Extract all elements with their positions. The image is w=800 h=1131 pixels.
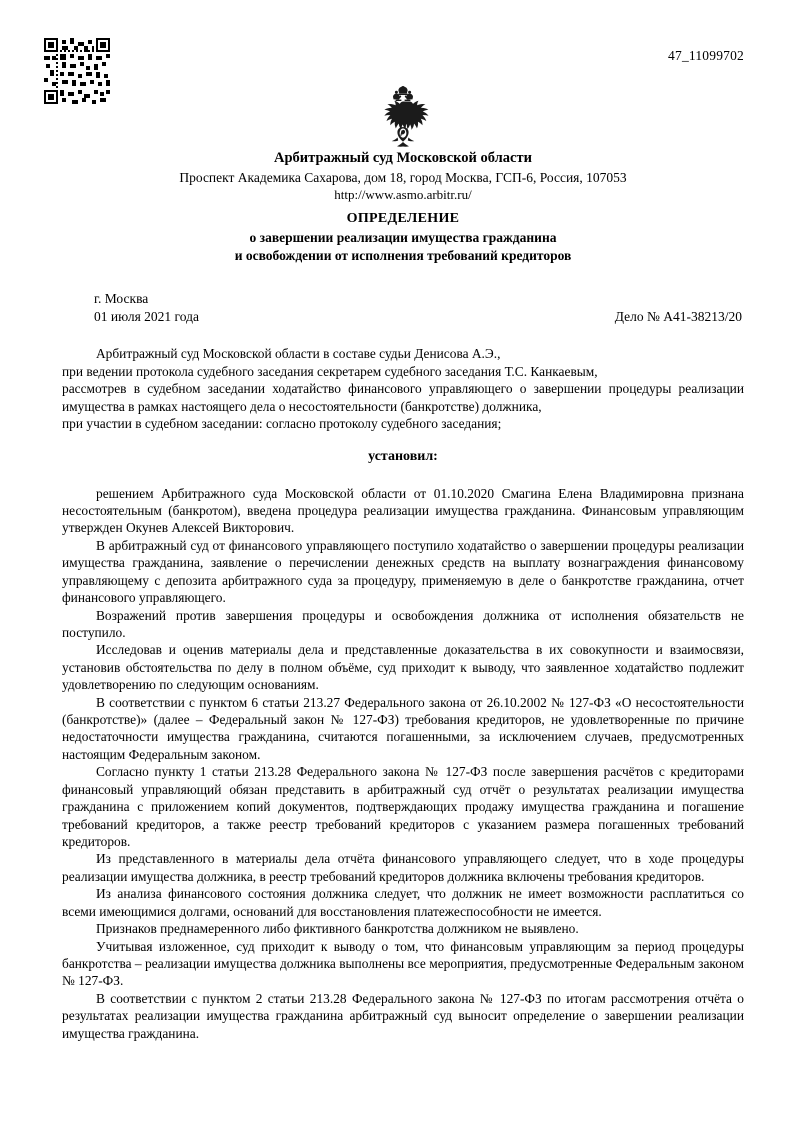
case-number: Дело № А41-38213/20 [614, 309, 742, 325]
document-type-title: ОПРЕДЕЛЕНИЕ [346, 211, 460, 226]
russian-coat-of-arms-icon [375, 86, 431, 148]
body-paragraph-2: Возражений против завершения процедуры и освобождения должника от исполнения обязательств не поступило. [62, 607, 744, 640]
intro-block [62, 345, 744, 432]
document-subtitle-line1: о завершении реализации имущества гражданина [249, 230, 557, 245]
court-address: Проспект Академика Сахарова, дом 18, город Москва, ГСП-6, Россия, 107053 [179, 170, 627, 185]
document-number: 47_11099702 [668, 48, 744, 63]
body-paragraph-7: Из анализа финансового состояния должника следует, что должник не имеет возможности расплатиться со всеми имеющимися долгами, оснований для восстановления платежеспособности не имеется. [62, 886, 744, 919]
body-paragraph-6: Из представленного в материалы дела отчёта финансового управляющего следует, что в ходе процедуры реализации имущества должника, в реестр требований кредиторов должника включены требования кредиторов. [62, 851, 744, 884]
intro-line-3: при участии в судебном заседании: согласно протоколу судебного заседания; [62, 416, 502, 432]
body-paragraph-5: Согласно пункту 1 статьи 213.28 Федерального закона № 127-ФЗ после завершения расчётов с кредиторами финансовый управляющий обязан представить в арбитражный суд отчёт о результатах реализации имущества гражданина с приложением копий документов, подтверждающих продажу имущества гражданина и погашение требований кредиторов, а также реестр требований кредиторов с указанием размера погашенных требований кредиторов. [62, 764, 744, 849]
intro-line-1: при ведении протокола судебного заседания секретарем судебного заседания Т.С. Канкаевым, [62, 363, 598, 379]
body-block [62, 485, 744, 1043]
document-meta [62, 291, 744, 325]
emblem-container [62, 86, 744, 148]
body-paragraph-0: решением Арбитражного суда Московской области от 01.10.2020 Смагина Елена Владимировна признана несостоятельным (банкротом), введена процедура реализации имущества гражданина. Финансовым управляющим утвержден Окунев Алексей Викторович. [62, 485, 744, 536]
qr-code-icon [44, 38, 110, 104]
court-name: Арбитражный суд Московской области [274, 150, 532, 166]
intro-line-0: Арбитражный суд Московской области в составе судьи Денисова А.Э., [96, 346, 501, 362]
body-paragraph-8: Признаков преднамеренного либо фиктивного банкротства должником не выявлено. [96, 921, 579, 937]
body-paragraph-9: Учитывая изложенное, суд приходит к выводу о том, что финансовым управляющим за период процедуры банкротства – реализации имущества должника выполнены все мероприятия, предусмотренные Федеральным законом № 127-ФЗ. [62, 938, 744, 989]
document-subtitle-line2: и освобождении от исполнения требований кредиторов [234, 248, 572, 264]
body-paragraph-10: В соответствии с пунктом 2 статьи 213.28 Федерального закона № 127-ФЗ по итогам рассмотрения отчёта о результатах реализации имущества гражданина арбитражный суд выносит определение о завершении реализации имущества гражданина. [62, 990, 744, 1041]
city-label: г. Москва [94, 291, 149, 307]
body-paragraph-1: В арбитражный суд от финансового управляющего поступило ходатайство о завершении процедуры реализации имущества гражданина, заявление о перечислении денежных средств на выплату вознаграждения финансовому управляющему с депозита арбитражного суда за процедуру, применяемую в деле о банкротстве гражданина, отчет финансового управляющего. [62, 537, 744, 606]
ruled-heading: установил: [368, 448, 438, 464]
court-website: http://www.asmo.arbitr.ru/ [334, 187, 472, 202]
body-paragraph-4: В соответствии с пунктом 6 статьи 213.27 Федерального закона от 26.10.2002 № 127-ФЗ «О несостоятельности (банкротстве)» (далее – Федеральный закон № 127-ФЗ) требования кредиторов, не удовлетворенные по причине недостаточности имущества гражданина, считаются погашенными, за исключением случаев, предусмотренных настоящим Федеральным законом. [62, 694, 744, 762]
date-label: 01 июля 2021 года [94, 309, 199, 325]
body-paragraph-3: Исследовав и оценив материалы дела и представленные доказательства в их совокупности и взаимосвязи, установив обстоятельства по делу в полном объёме, суд приходит к выводу, что заявленное ходатайство подлежит удовлетворению по следующим основаниям. [62, 642, 744, 693]
intro-line-2: рассмотрев в судебном заседании ходатайство финансового управляющего о завершении процедуры реализации имущества в рамках настоящего дела о несостоятельности (банкротстве) должника, [62, 381, 744, 414]
